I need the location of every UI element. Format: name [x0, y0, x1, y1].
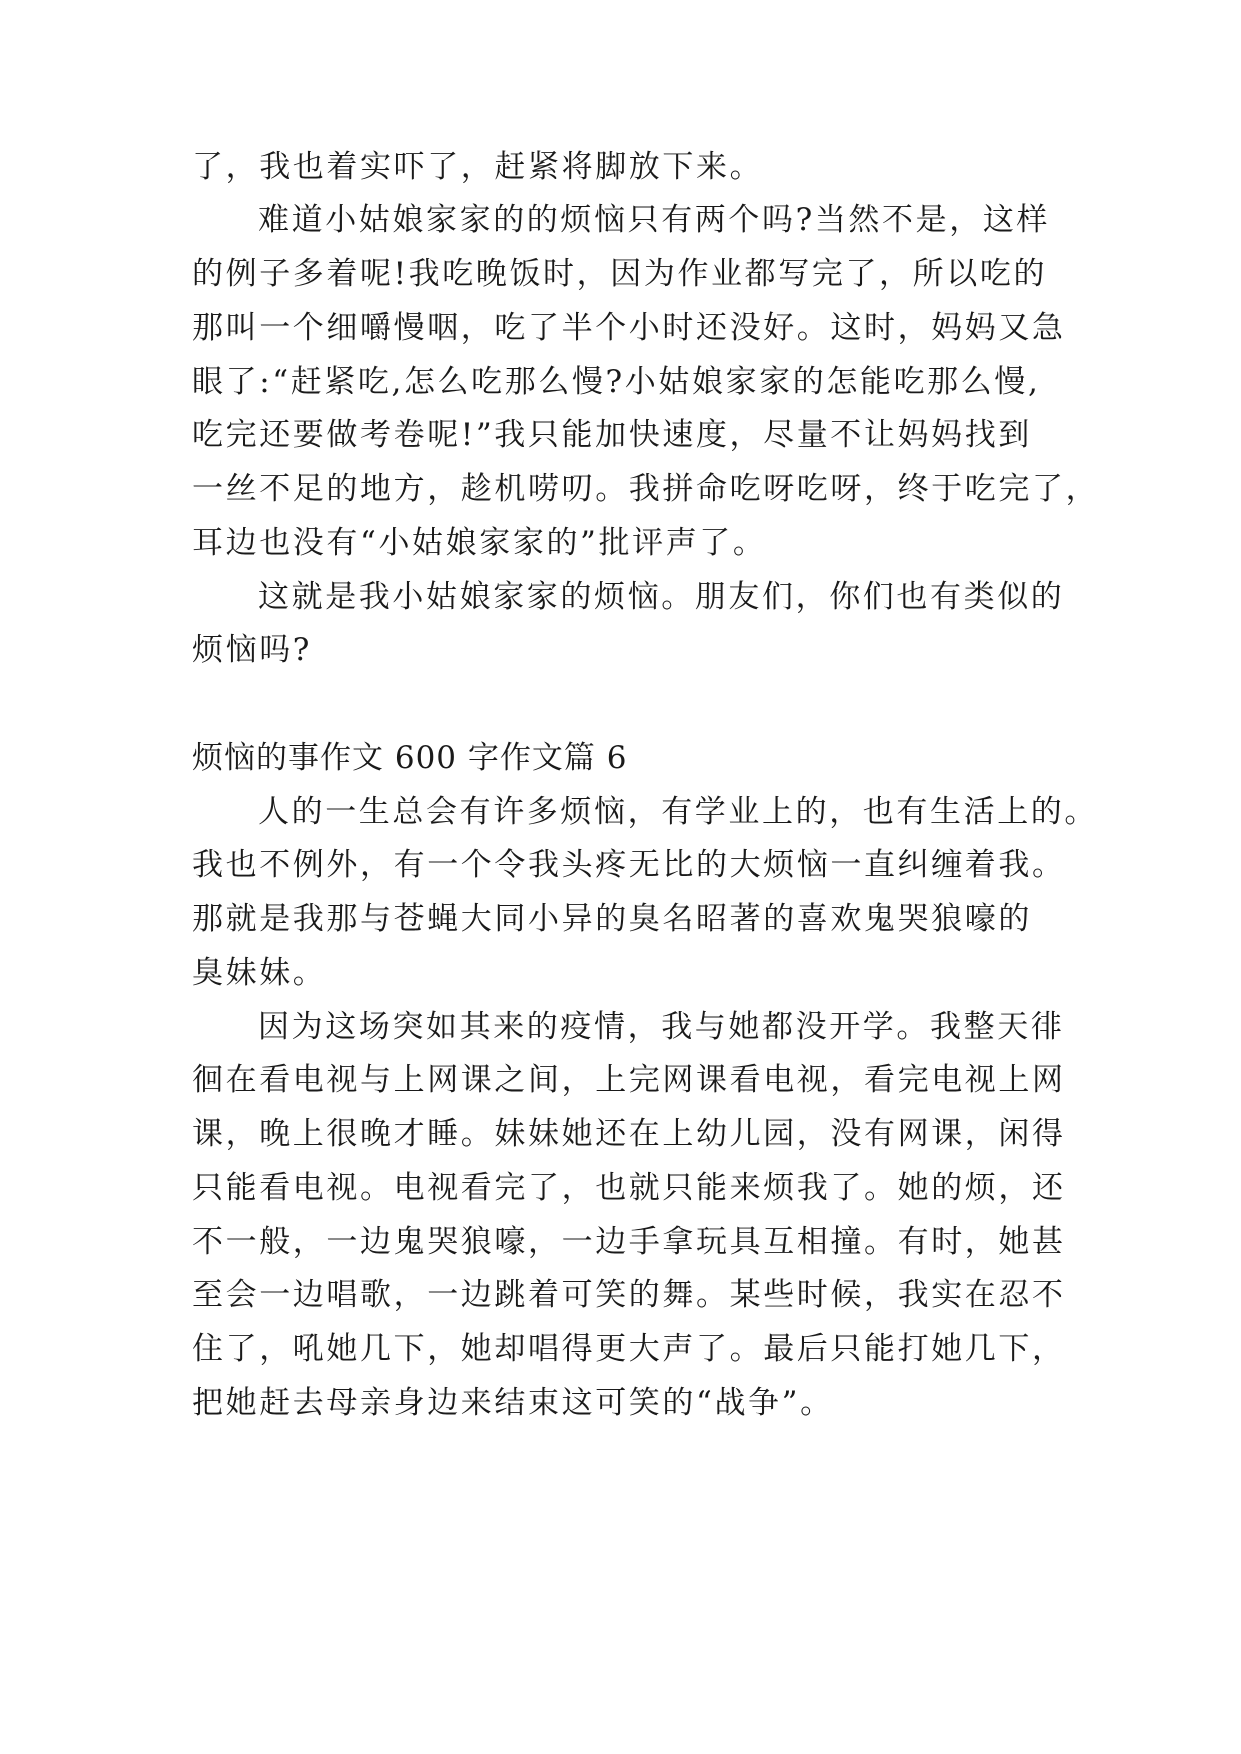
text-line: 至会一边唱歌，一边跳着可笑的舞。某些时候，我实在忍不 — [192, 1277, 1066, 1313]
text-line: 了，我也着实吓了，赶紧将脚放下来。 — [192, 149, 764, 185]
text-line: 眼了:“赶紧吃,怎么吃那么慢?小姑娘家家的怎能吃那么慢, — [192, 364, 1041, 400]
text-line: 不一般，一边鬼哭狼嚎，一边手拿玩具互相撞。有时，她甚 — [192, 1224, 1066, 1260]
text-line: 一丝不足的地方，趁机唠叨。我拼命吃呀吃呀，终于吃完了， — [192, 471, 1100, 507]
text-line: 徊在看电视与上网课之间，上完网课看电视，看完电视上网 — [192, 1062, 1066, 1098]
text-line: 只能看电视。电视看完了，也就只能来烦我了。她的烦，还 — [192, 1170, 1066, 1206]
paragraph-start-line: 人的一生总会有许多烦恼，有学业上的，也有生活上的。 — [258, 794, 1098, 830]
text-line: 我也不例外，有一个令我头疼无比的大烦恼一直纠缠着我。 — [192, 847, 1066, 883]
paragraph-start-line: 难道小姑娘家家的的烦恼只有两个吗?当然不是，这样 — [258, 202, 1051, 238]
text-line: 住了，吼她几下，她却唱得更大声了。最后只能打她几下， — [192, 1331, 1066, 1367]
text-line: 课，晚上很晚才睡。妹妹她还在上幼儿园，没有网课，闲得 — [192, 1116, 1066, 1152]
section-heading: 烦恼的事作文 600 字作文篇 6 — [192, 740, 628, 776]
text-line: 吃完还要做考卷呢!”我只能加快速度，尽量不让妈妈找到 — [192, 417, 1032, 453]
text-line: 臭妹妹。 — [192, 955, 327, 991]
paragraph-start-line: 这就是我小姑娘家家的烦恼。朋友们，你们也有类似的 — [258, 579, 1065, 615]
text-line: 的例子多着呢!我吃晚饭时，因为作业都写完了，所以吃的 — [192, 256, 1048, 292]
text-line: 那叫一个细嚼慢咽，吃了半个小时还没好。这时，妈妈又急 — [192, 310, 1066, 346]
text-line: 烦恼吗? — [192, 632, 313, 668]
paragraph-start-line: 因为这场突如其来的疫情，我与她都没开学。我整天徘 — [258, 1009, 1065, 1045]
text-line: 耳边也没有“小姑娘家家的”批评声了。 — [192, 525, 767, 561]
text-line: 那就是我那与苍蝇大同小异的臭名昭著的喜欢鬼哭狼嚎的 — [192, 901, 1032, 937]
text-line: 把她赶去母亲身边来结束这可笑的“战争”。 — [192, 1385, 834, 1421]
